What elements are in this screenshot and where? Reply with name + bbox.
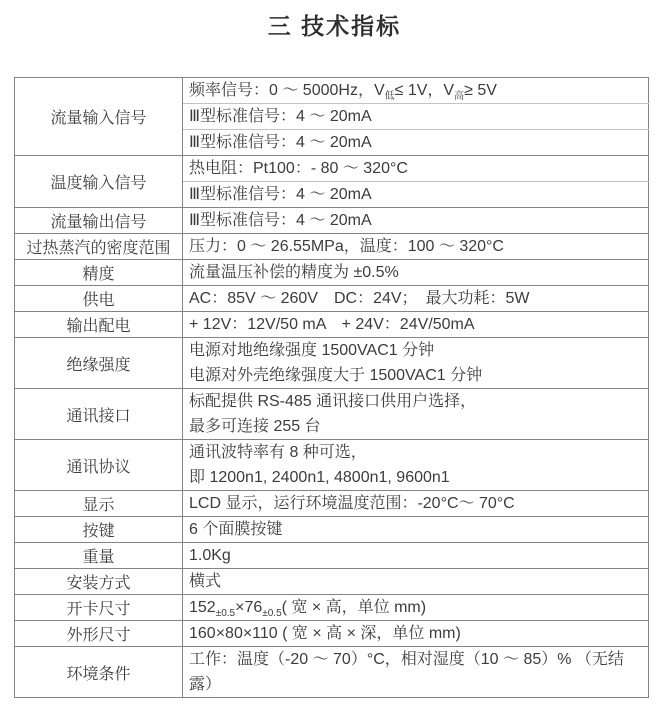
spec-label: 过热蒸汽的密度范围: [15, 234, 183, 260]
spec-value-line: [189, 569, 644, 594]
spec-label: 通讯接口: [15, 389, 183, 440]
value-text: + 12V：12V/50 mA + 24V：24V/50mA: [189, 316, 475, 333]
spec-value: [183, 104, 649, 130]
value-text: 电源对外壳绝缘强度大于 1500VAC1 分钟: [189, 367, 483, 384]
spec-value: [183, 491, 649, 517]
spec-value-line: [189, 182, 644, 207]
spec-value-line: [189, 78, 644, 103]
table-row: [15, 234, 649, 260]
subscript-text: ±0.5: [215, 608, 236, 620]
spec-value: [183, 595, 649, 621]
spec-table-body: [15, 78, 649, 698]
spec-value-line: [189, 260, 644, 285]
value-text: ×76: [235, 599, 263, 616]
spec-value: [183, 440, 649, 491]
table-row: [15, 286, 649, 312]
page-title: 三 技术指标: [267, 13, 402, 39]
value-text: ≥ 5V: [464, 82, 497, 99]
spec-label: 重量: [15, 543, 183, 569]
subscript-text: 低: [384, 91, 395, 103]
value-text: Ⅲ型标准信号：4 ～ 20mA: [189, 186, 372, 203]
table-row: [15, 491, 649, 517]
table-row: [15, 389, 649, 440]
spec-value: [183, 234, 649, 260]
value-text: Ⅲ型标准信号：4 ～ 20mA: [189, 134, 372, 151]
spec-value-line: [189, 595, 644, 620]
value-text: 通讯波特率有 8 种可选，: [189, 444, 367, 461]
spec-label: 精度: [15, 260, 183, 286]
subscript-text: ±0.5: [262, 608, 282, 620]
spec-table: [14, 77, 649, 698]
value-text: Ⅲ型标准信号：4 ～ 20mA: [189, 108, 372, 125]
table-row: [15, 517, 649, 543]
spec-value-line: [189, 517, 644, 542]
table-row: [15, 543, 649, 569]
spec-value: [183, 338, 649, 389]
table-row: [15, 156, 649, 182]
spec-value-line: [189, 414, 644, 439]
table-row: [15, 621, 649, 647]
spec-value-line: [189, 363, 644, 388]
value-text: Ⅲ型标准信号：4 ～ 20mA: [189, 212, 372, 229]
spec-label: 输出配电: [15, 312, 183, 338]
table-row: [15, 569, 649, 595]
value-text: ≤ 1V，V: [394, 82, 455, 99]
value-text: 即 1200n1, 2400n1, 4800n1, 9600n1: [189, 469, 450, 486]
spec-label: 安装方式: [15, 569, 183, 595]
spec-value-line: [189, 104, 644, 129]
table-row: [15, 338, 649, 389]
spec-label: 流量输出信号: [15, 208, 183, 234]
spec-value-line: [189, 389, 644, 414]
table-row: [15, 208, 649, 234]
spec-value: [183, 312, 649, 338]
spec-value: [183, 208, 649, 234]
value-text: 6 个面膜按键: [189, 521, 283, 538]
spec-value-line: [189, 286, 644, 311]
spec-value-line: [189, 234, 644, 259]
spec-value-line: [189, 465, 644, 490]
spec-value-line: [189, 312, 644, 337]
spec-value: [183, 389, 649, 440]
spec-value: [183, 621, 649, 647]
table-row: [15, 595, 649, 621]
table-row: [15, 78, 649, 104]
value-text: 152: [189, 599, 216, 616]
spec-value: [183, 647, 649, 698]
value-text: 频率信号：0 ～ 5000Hz，V: [189, 82, 385, 99]
spec-label: 温度输入信号: [15, 156, 183, 208]
value-text: 热电阻：Pt100：- 80 ～ 320°C: [189, 160, 408, 177]
spec-value: [183, 517, 649, 543]
spec-label: 环境条件: [15, 647, 183, 698]
table-row: [15, 440, 649, 491]
spec-value: [183, 130, 649, 156]
value-text: 工作：温度（-20 ～ 70）°C，相对湿度（10 ～ 85）% （无结露）: [189, 651, 624, 693]
spec-value: [183, 569, 649, 595]
spec-value: [183, 156, 649, 182]
spec-label: 绝缘强度: [15, 338, 183, 389]
spec-value-line: [189, 440, 644, 465]
spec-value: [183, 286, 649, 312]
value-text: LCD 显示，运行环境温度范围：-20°C～ 70°C: [189, 495, 515, 512]
spec-value: [183, 182, 649, 208]
spec-label: 通讯协议: [15, 440, 183, 491]
spec-label: 外形尺寸: [15, 621, 183, 647]
table-row: [15, 312, 649, 338]
spec-label: 供电: [15, 286, 183, 312]
table-row: [15, 647, 649, 698]
value-text: 横式: [189, 573, 222, 590]
subscript-text: 高: [454, 91, 465, 103]
value-text: 电源对地绝缘强度 1500VAC1 分钟: [189, 342, 435, 359]
value-text: 压力：0 ～ 26.55MPa，温度：100 ～ 320°C: [189, 238, 504, 255]
spec-label: 按键: [15, 517, 183, 543]
spec-value-line: [189, 338, 644, 363]
spec-value: [183, 78, 649, 104]
spec-value: [183, 543, 649, 569]
value-text: 1.0Kg: [189, 547, 231, 564]
spec-value-line: [189, 156, 644, 181]
value-text: 流量温压补偿的精度为 ±0.5%: [189, 264, 399, 281]
value-text: 最多可连接 255 台: [189, 418, 321, 435]
value-text: 标配提供 RS-485 通讯接口供用户选择，: [189, 393, 477, 410]
spec-value-line: [189, 491, 644, 516]
spec-label: 流量输入信号: [15, 78, 183, 156]
spec-value-line: [189, 130, 644, 155]
spec-value-line: [189, 208, 644, 233]
value-text: AC：85V ～ 260V DC：24V； 最大功耗：5W: [189, 290, 530, 307]
value-text: ( 宽 × 高，单位 mm): [281, 599, 427, 616]
value-text: 160×80×110 ( 宽 × 高 × 深，单位 mm): [189, 625, 461, 642]
spec-value-line: [189, 647, 644, 697]
spec-label: 显示: [15, 491, 183, 517]
spec-value-line: [189, 621, 644, 646]
spec-value-line: [189, 543, 644, 568]
spec-label: 开卡尺寸: [15, 595, 183, 621]
spec-value: [183, 260, 649, 286]
table-row: [15, 260, 649, 286]
